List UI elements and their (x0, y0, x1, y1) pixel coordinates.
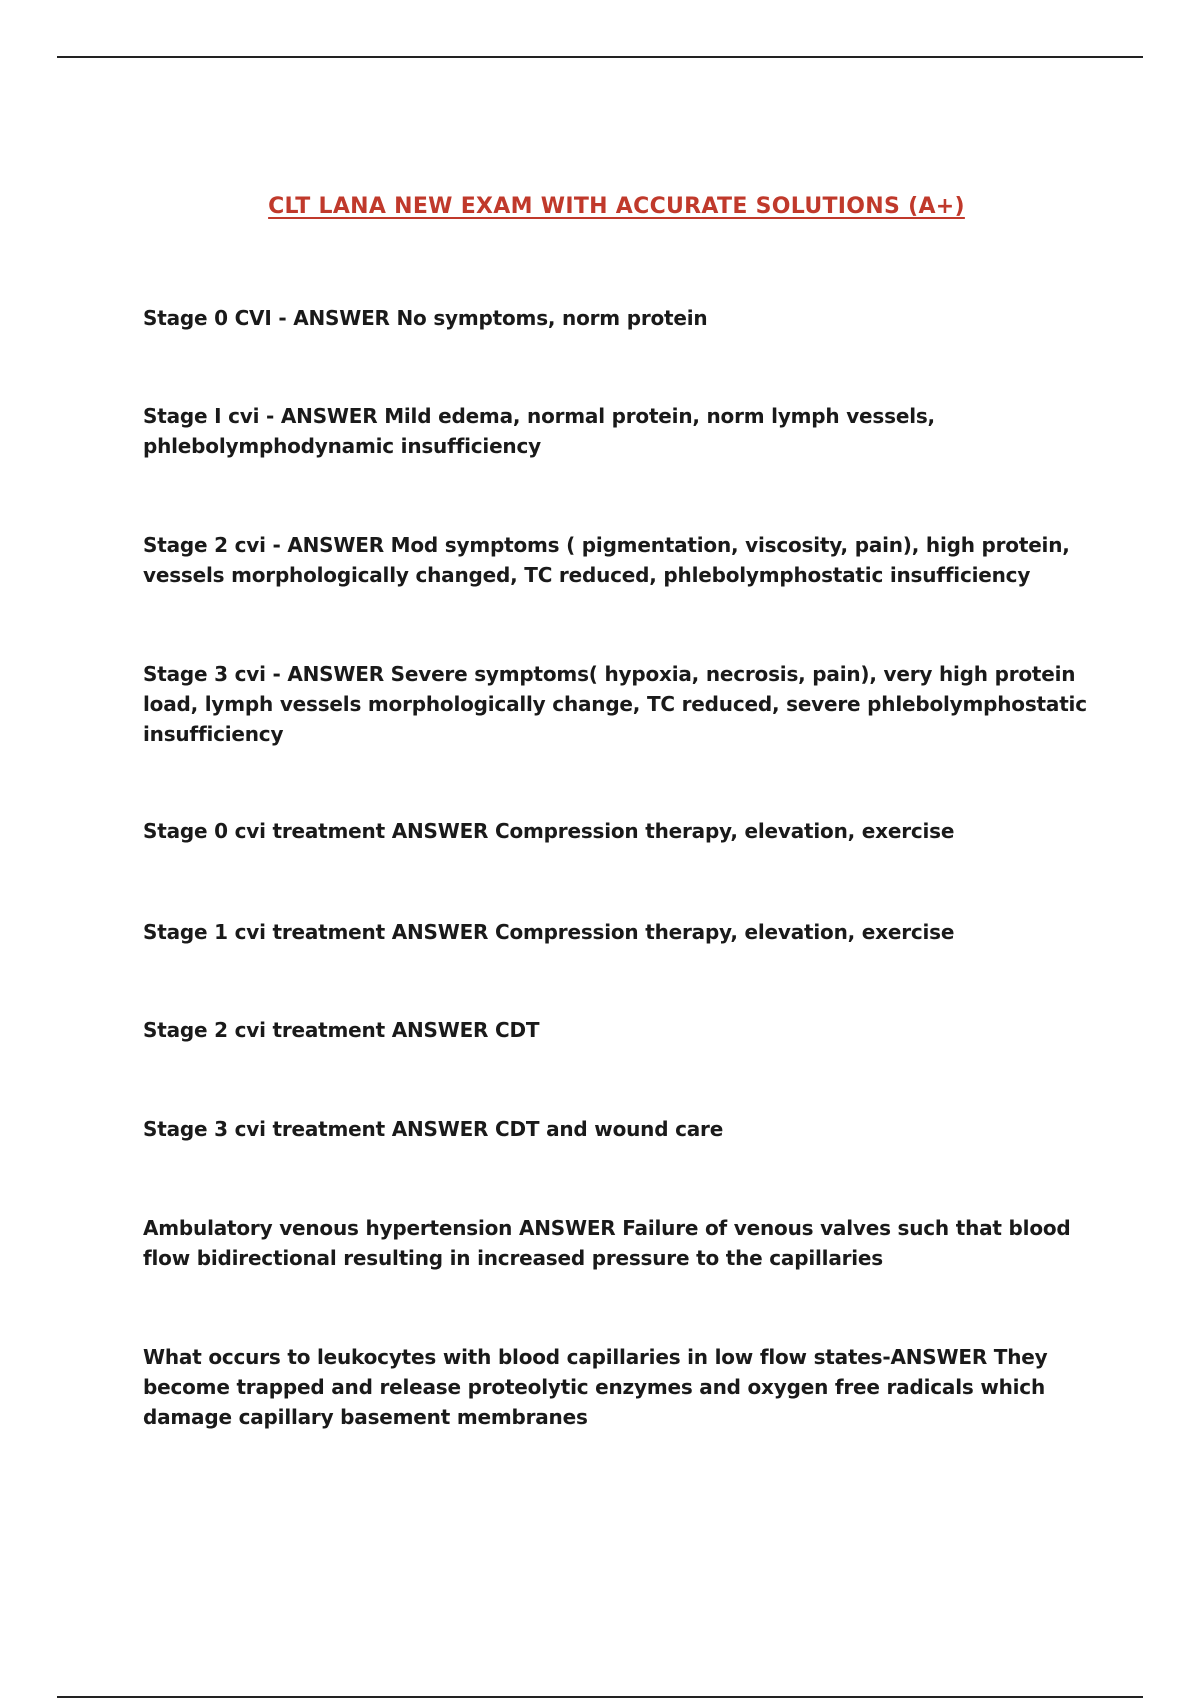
qa-item-8: Stage 3 cvi treatment ANSWER CDT and wound care (143, 1117, 724, 1141)
qa-item-9: Ambulatory venous hypertension ANSWER Failure of venous valves such that blood flow bidirectional resulting in increased pressure to the capillaries (143, 1216, 1071, 1270)
qa-item-2: Stage I cvi - ANSWER Mild edema, normal protein, norm lymph vessels, phlebolymphodynamic insufficiency (143, 404, 935, 458)
qa-item-7: Stage 2 cvi treatment ANSWER CDT (143, 1018, 540, 1042)
qa-item-3: Stage 2 cvi - ANSWER Mod symptoms ( pigmentation, viscosity, pain), high protein, vessels morphologically changed, TC reduced, phlebolymphostatic insufficiency (143, 533, 1070, 587)
qa-item-4: Stage 3 cvi - ANSWER Severe symptoms( hypoxia, necrosis, pain), very high protein load, lymph vessels morphologically change, TC reduced, severe phlebolymphostatic insufficiency (143, 662, 1087, 746)
header-rule (57, 56, 1143, 58)
document-title: CLT LANA NEW EXAM WITH ACCURATE SOLUTIONS (A+) (268, 194, 965, 219)
qa-item-1: Stage 0 CVI - ANSWER No symptoms, norm protein (143, 306, 708, 330)
qa-item-5: Stage 0 cvi treatment ANSWER Compression therapy, elevation, exercise (143, 819, 955, 843)
footer-rule (57, 1696, 1143, 1698)
qa-item-6: Stage 1 cvi treatment ANSWER Compression therapy, elevation, exercise (143, 920, 955, 944)
qa-item-10: What occurs to leukocytes with blood capillaries in low flow states-ANSWER They become trapped and release proteolytic enzymes and oxygen free radicals which damage capillary basement membranes (143, 1345, 1048, 1429)
